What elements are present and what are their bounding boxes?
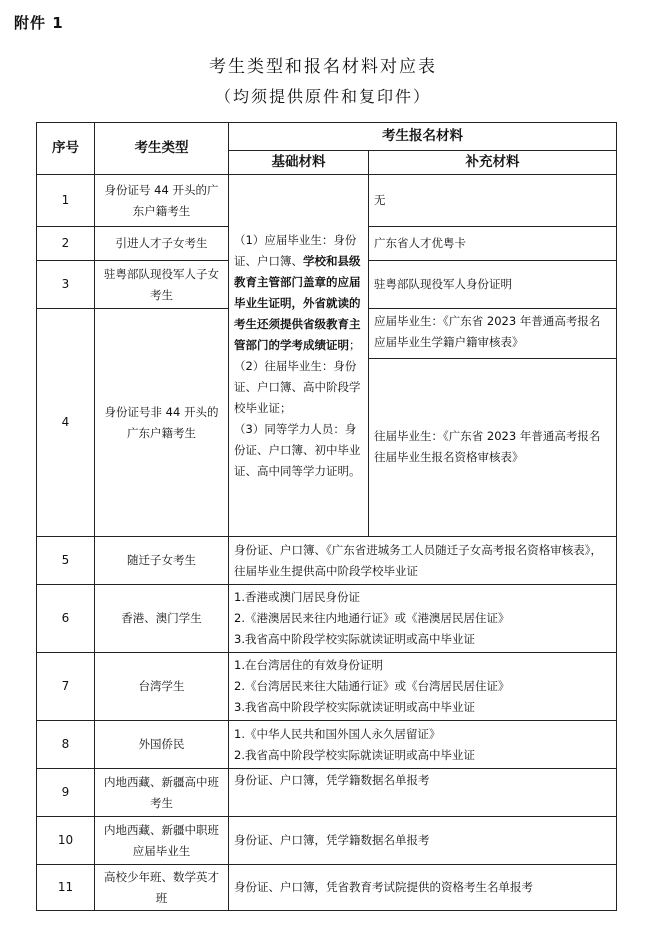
row-number: 1 bbox=[37, 175, 95, 227]
material-item: 身份证、户口簿、《广东省进城务工人员随迁子女高考报名资格审核表》，往届毕业生提供高中阶段学校毕业证 bbox=[234, 542, 602, 578]
row-number: 6 bbox=[37, 585, 95, 653]
table-row bbox=[37, 817, 617, 865]
basic-item-2: （2）往届毕业生：身份证、户口簿、高中阶段学校毕业证； bbox=[234, 358, 361, 415]
header-basic: 基础材料 bbox=[229, 151, 369, 175]
header-supplement: 补充材料 bbox=[369, 151, 617, 175]
supplement-material: 广东省人才优粤卡 bbox=[369, 227, 617, 261]
supplement-material: 驻粤部队现役军人身份证明 bbox=[369, 261, 617, 309]
table-row bbox=[37, 769, 617, 817]
row-number: 10 bbox=[37, 817, 95, 865]
student-type: 高校少年班、数学英才班 bbox=[95, 865, 229, 911]
supplement-current-graduate: 应届毕业生：《广东省 2023 年普通高考报名应届毕业生学籍户籍审核表》 bbox=[369, 309, 616, 359]
material-item: 3.我省高中阶段学校实际就读证明或高中毕业证 bbox=[234, 632, 475, 646]
material-item: 1.在台湾居住的有效身份证明 bbox=[234, 658, 383, 672]
material-item: 3.我省高中阶段学校实际就读证明或高中毕业证 bbox=[234, 700, 475, 714]
material-item: 身份证、户口簿，凭省教育考试院提供的资格考生名单报考 bbox=[234, 880, 533, 894]
table-row bbox=[37, 653, 617, 721]
supplement-material: 无 bbox=[369, 175, 617, 227]
student-type: 内地西藏、新疆高中班考生 bbox=[95, 769, 229, 817]
basic-item-3: （3）同等学力人员：身份证、户口簿、初中毕业证、高中同等学力证明。 bbox=[234, 421, 361, 478]
materials-table bbox=[36, 122, 617, 911]
supplement-split-cell bbox=[369, 309, 617, 537]
materials-cell bbox=[229, 721, 617, 769]
student-type: 身份证号 44 开头的广东户籍考生 bbox=[95, 175, 229, 227]
student-type: 引进人才子女考生 bbox=[95, 227, 229, 261]
material-item: 1.香港或澳门居民身份证 bbox=[234, 590, 360, 604]
basic-item-1: （1）应届毕业生：身份证、户口簿、学校和县级教育主管部门盖章的应届毕业生证明，外省就读的考生还须提供省级教育主管部门的学考成绩证明； bbox=[234, 232, 361, 352]
student-type: 内地西藏、新疆中职班应届毕业生 bbox=[95, 817, 229, 865]
materials-cell bbox=[229, 653, 617, 721]
row-number: 8 bbox=[37, 721, 95, 769]
document-subtitle: （均须提供原件和复印件） bbox=[214, 87, 431, 106]
student-type: 身份证号非 44 开头的广东户籍考生 bbox=[95, 309, 229, 537]
header-type: 考生类型 bbox=[95, 123, 229, 175]
table-row bbox=[37, 537, 617, 585]
table-row bbox=[37, 585, 617, 653]
row-number: 9 bbox=[37, 769, 95, 817]
row-number: 11 bbox=[37, 865, 95, 911]
material-item: 2.我省高中阶段学校实际就读证明或高中毕业证 bbox=[234, 747, 475, 762]
supplement-past-graduate: 往届毕业生：《广东省 2023 年普通高考报名往届毕业生报名资格审核表》 bbox=[374, 429, 601, 464]
document-title: 考生类型和报名材料对应表 bbox=[209, 57, 437, 77]
row-number: 4 bbox=[37, 309, 95, 537]
materials-cell bbox=[229, 537, 617, 585]
header-seq: 序号 bbox=[37, 123, 95, 175]
material-item: 2.《港澳居民来往内地通行证》或《港澳居民居住证》 bbox=[234, 611, 510, 625]
table-row bbox=[37, 721, 617, 769]
student-type: 外国侨民 bbox=[95, 721, 229, 769]
materials-cell bbox=[229, 769, 617, 817]
materials-cell bbox=[229, 585, 617, 653]
materials-cell bbox=[229, 817, 617, 865]
student-type: 驻粤部队现役军人子女考生 bbox=[95, 261, 229, 309]
material-item: 2.《台湾居民来往大陆通行证》或《台湾居民居住证》 bbox=[234, 679, 510, 693]
materials-cell bbox=[229, 865, 617, 911]
table-row bbox=[37, 175, 617, 227]
basic-materials-cell bbox=[229, 175, 369, 537]
material-item: 身份证、户口簿，凭学籍数据名单报考 bbox=[234, 773, 430, 787]
row-number: 7 bbox=[37, 653, 95, 721]
student-type: 随迁子女考生 bbox=[95, 537, 229, 585]
material-item: 身份证、户口簿，凭学籍数据名单报考 bbox=[234, 833, 430, 847]
header-materials: 考生报名材料 bbox=[229, 123, 617, 151]
table-row bbox=[37, 865, 617, 911]
material-item: 1.《中华人民共和国外国人永久居留证》 bbox=[234, 726, 441, 741]
student-type: 香港、澳门学生 bbox=[95, 585, 229, 653]
student-type: 台湾学生 bbox=[95, 653, 229, 721]
row-number: 3 bbox=[37, 261, 95, 309]
row-number: 2 bbox=[37, 227, 95, 261]
row-number: 5 bbox=[37, 537, 95, 585]
annex-label: 附件 1 bbox=[14, 14, 64, 32]
